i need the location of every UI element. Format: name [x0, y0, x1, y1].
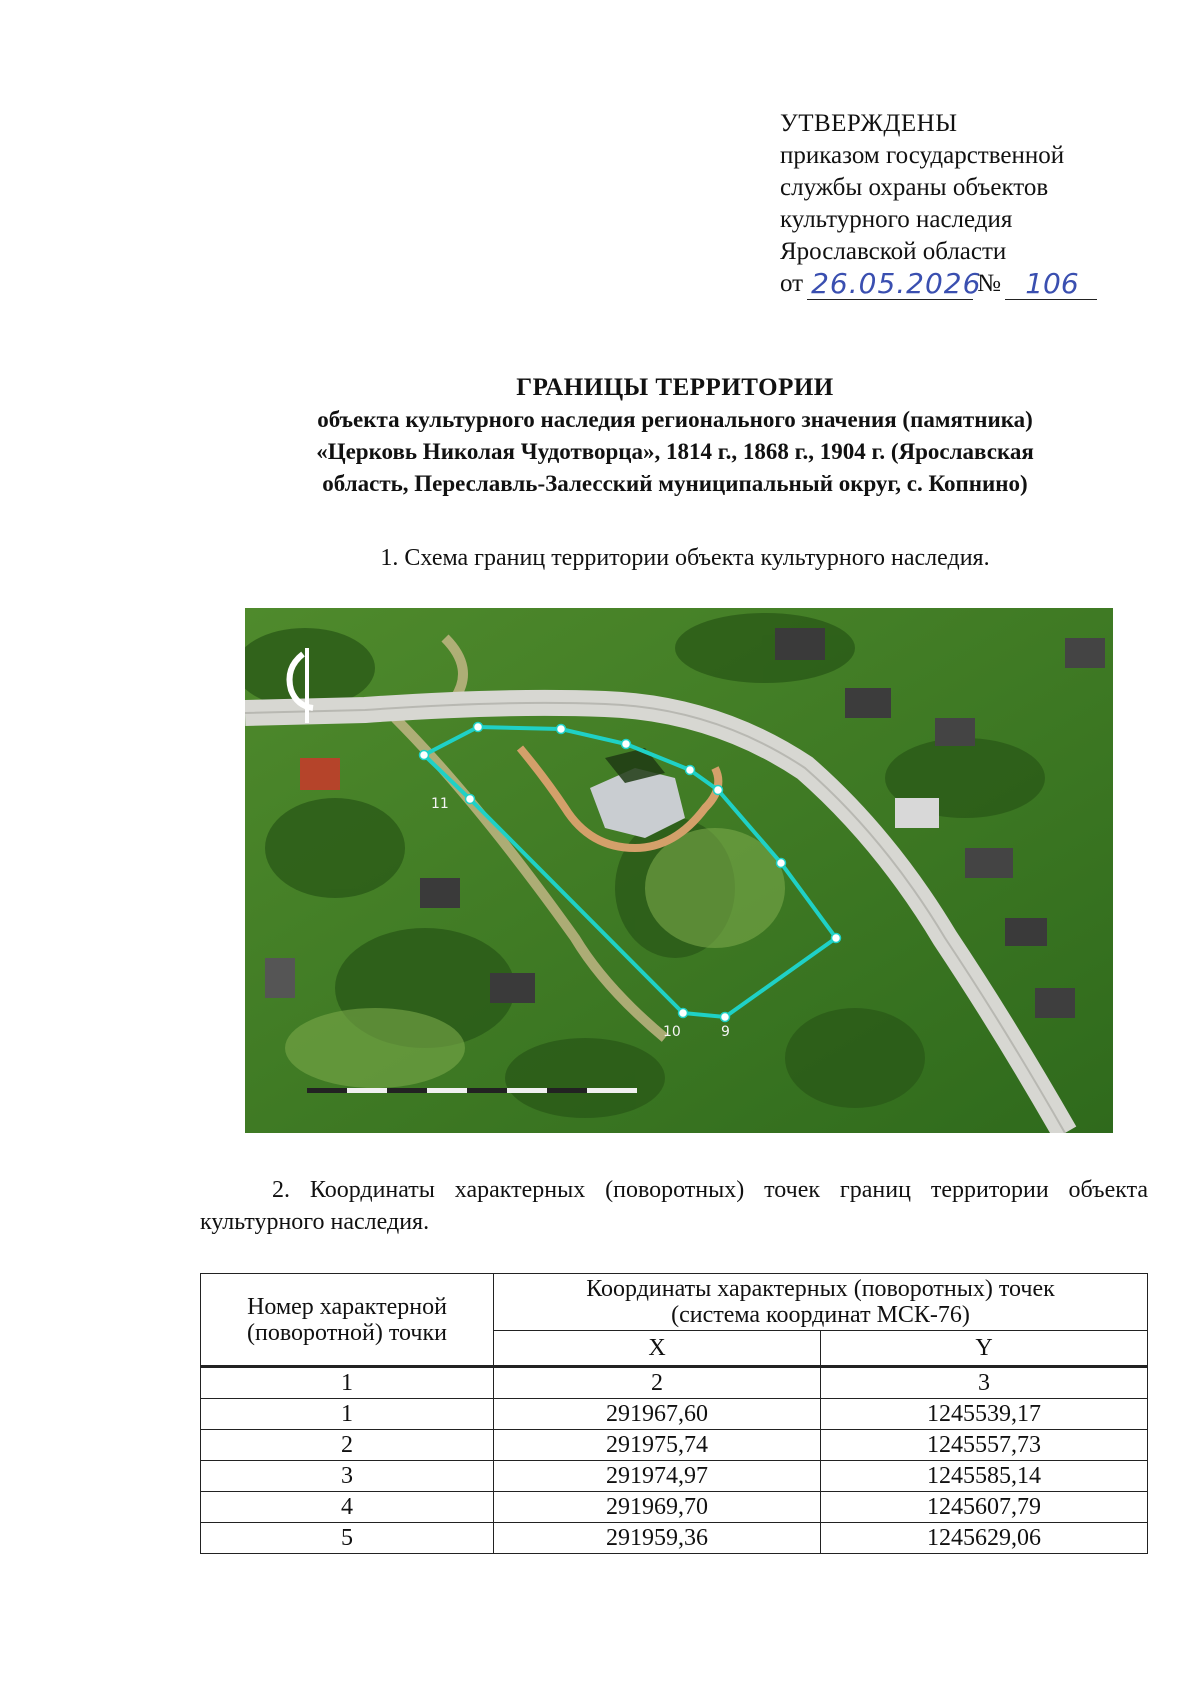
cell-point: 3	[201, 1461, 494, 1492]
approval-line: культурного наследия	[780, 206, 1013, 233]
section-2-heading: 2. Координаты характерных (поворотных) точек границ территории объекта культурного наследия.	[200, 1177, 1148, 1235]
approval-heading: УТВЕРЖДЕНЫ	[780, 110, 958, 137]
cell-y: 1245539,17	[821, 1399, 1148, 1430]
header-x: X	[494, 1331, 821, 1367]
header-coordinates-line: Координаты характерных (поворотных) точек	[586, 1276, 1055, 1302]
handwritten-date: 26.05.2026	[807, 269, 973, 300]
column-numbering-row	[201, 1367, 1148, 1399]
table-header-row	[201, 1274, 1148, 1331]
cell-point: 5	[201, 1523, 494, 1554]
header-y: Y	[821, 1331, 1148, 1367]
approval-line: службы охраны объектов	[780, 174, 1049, 201]
title-line: объекта культурного наследия регионального значения (памятника)	[317, 407, 1033, 432]
document-title	[200, 372, 1150, 500]
table-row	[201, 1523, 1148, 1554]
approval-block	[780, 108, 1097, 300]
column-number: 1	[201, 1367, 494, 1399]
map-image	[245, 608, 1113, 1133]
point-label-9: 9	[721, 1024, 730, 1040]
approval-date-line	[780, 268, 1097, 300]
cell-x: 291974,97	[494, 1461, 821, 1492]
number-prefix: №	[977, 270, 1001, 297]
cell-point: 1	[201, 1399, 494, 1430]
title-line: область, Переславль-Залесский муниципальный округ, с. Копнино)	[322, 471, 1028, 496]
header-point-number: Номер характерной (поворотной) точки	[201, 1274, 494, 1367]
cell-x: 291969,70	[494, 1492, 821, 1523]
scale-bar	[307, 1088, 637, 1093]
table-row	[201, 1461, 1148, 1492]
title-main: ГРАНИЦЫ ТЕРРИТОРИИ	[516, 374, 834, 401]
point-label-11: 11	[431, 796, 449, 812]
column-number: 2	[494, 1367, 821, 1399]
date-prefix: от	[780, 270, 804, 297]
point-label-10: 10	[663, 1024, 681, 1040]
table-row	[201, 1430, 1148, 1461]
cell-x: 291967,60	[494, 1399, 821, 1430]
header-coordinates	[494, 1274, 1148, 1331]
column-number: 3	[821, 1367, 1148, 1399]
cell-y: 1245557,73	[821, 1430, 1148, 1461]
cell-x: 291975,74	[494, 1430, 821, 1461]
handwritten-number: 106	[1005, 269, 1097, 300]
cell-point: 2	[201, 1430, 494, 1461]
cell-y: 1245585,14	[821, 1461, 1148, 1492]
header-coordinates-system: (система координат МСК-76)	[671, 1302, 970, 1328]
approval-line: Ярославской области	[780, 238, 1007, 265]
cell-point: 4	[201, 1492, 494, 1523]
coordinates-table	[200, 1273, 1148, 1554]
cell-y: 1245607,79	[821, 1492, 1148, 1523]
approval-line: приказом государственной	[780, 142, 1065, 169]
title-line: «Церковь Николая Чудотворца», 1814 г., 1868 г., 1904 г. (Ярославская	[316, 439, 1034, 464]
section-1-heading: 1. Схема границ территории объекта культурного наследия.	[380, 545, 990, 571]
table-row	[201, 1399, 1148, 1430]
boundary-map	[245, 608, 1113, 1133]
cell-x: 291959,36	[494, 1523, 821, 1554]
cell-y: 1245629,06	[821, 1523, 1148, 1554]
table-row	[201, 1492, 1148, 1523]
